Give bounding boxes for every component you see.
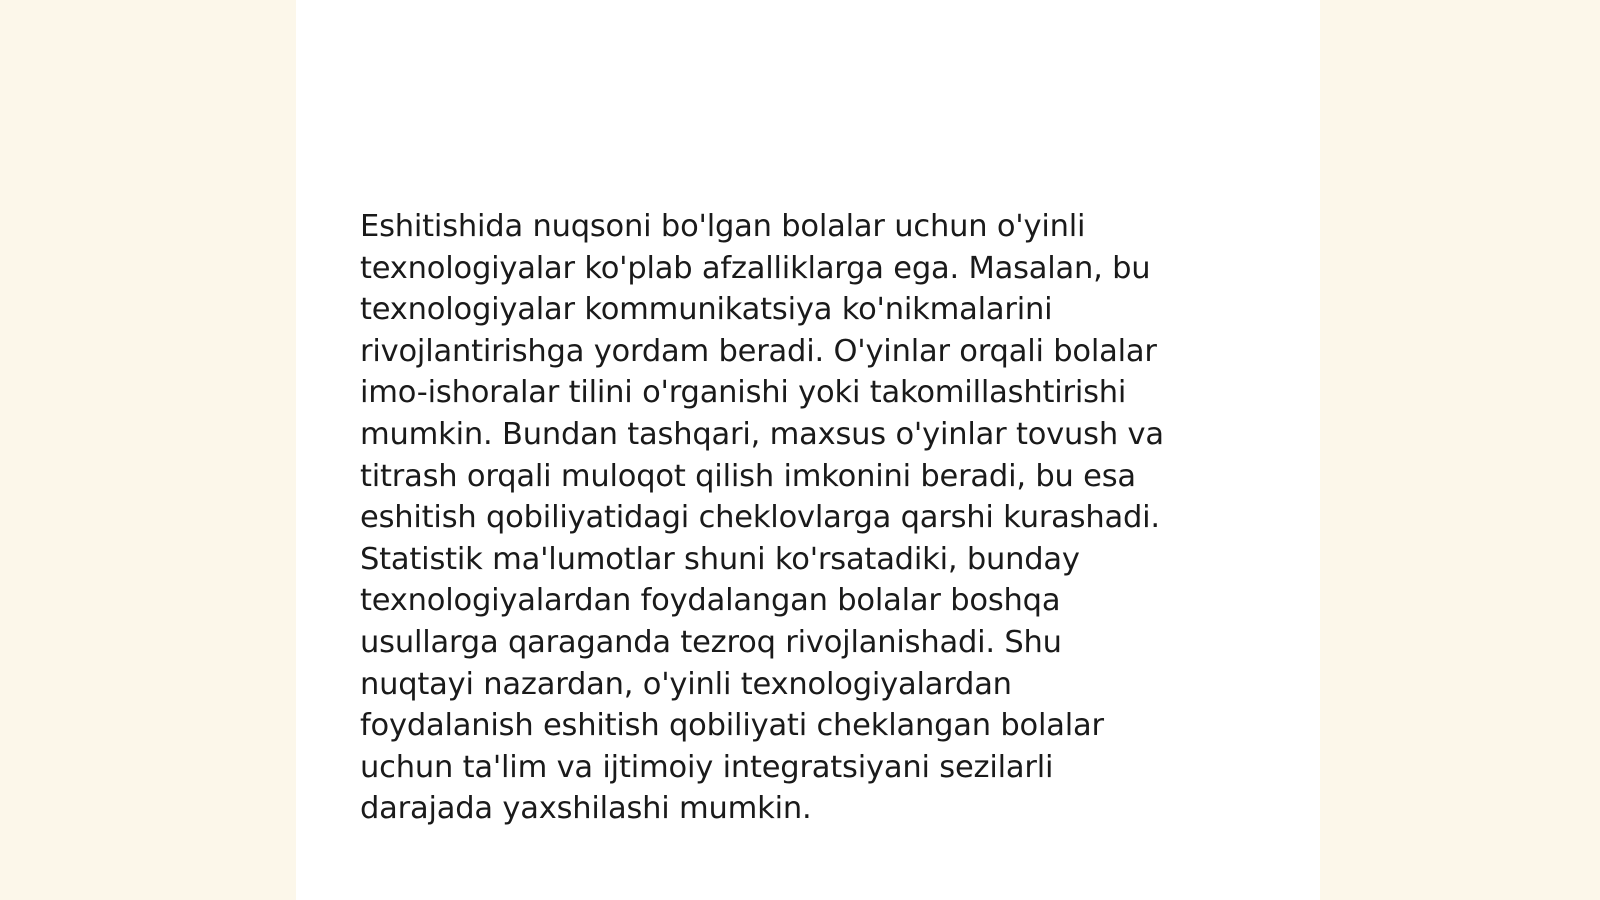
paragraph-line: foydalanish eshitish qobiliyati cheklangan bolalar — [360, 708, 1104, 744]
paragraph-line: imo-ishoralar tilini o'rganishi yoki takomillashtirishi — [360, 375, 1127, 411]
paragraph-line: usullarga qaraganda tezroq rivojlanishadi. Shu — [360, 624, 1062, 660]
body-paragraph — [360, 206, 1260, 830]
paragraph-line: rivojlantirishga yordam beradi. O'yinlar orqali bolalar — [360, 333, 1157, 369]
paragraph-line: texnologiyalar ko'plab afzalliklarga ega. Masalan, bu — [360, 250, 1151, 286]
paragraph-line: eshitish qobiliyatidagi cheklovlarga qarshi kurashadi. — [360, 500, 1160, 536]
paragraph-line: darajada yaxshilashi mumkin. — [360, 791, 812, 827]
paragraph-line: Statistik ma'lumotlar shuni ko'rsatadiki, bunday — [360, 541, 1080, 577]
paragraph-line: titrash orqali muloqot qilish imkonini beradi, bu esa — [360, 458, 1136, 494]
paragraph-line: nuqtayi nazardan, o'yinli texnologiyalardan — [360, 666, 1012, 702]
paragraph-line: Eshitishida nuqsoni bo'lgan bolalar uchun o'yinli — [360, 209, 1086, 244]
paragraph-line: texnologiyalardan foydalangan bolalar boshqa — [360, 583, 1061, 619]
paragraph-line: mumkin. Bundan tashqari, maxsus o'yinlar tovush va — [360, 416, 1164, 452]
document-page — [296, 0, 1320, 900]
paragraph-line: uchun ta'lim va ijtimoiy integratsiyani sezilarli — [360, 749, 1054, 785]
paragraph-line: texnologiyalar kommunikatsiya ko'nikmalarini — [360, 292, 1053, 328]
